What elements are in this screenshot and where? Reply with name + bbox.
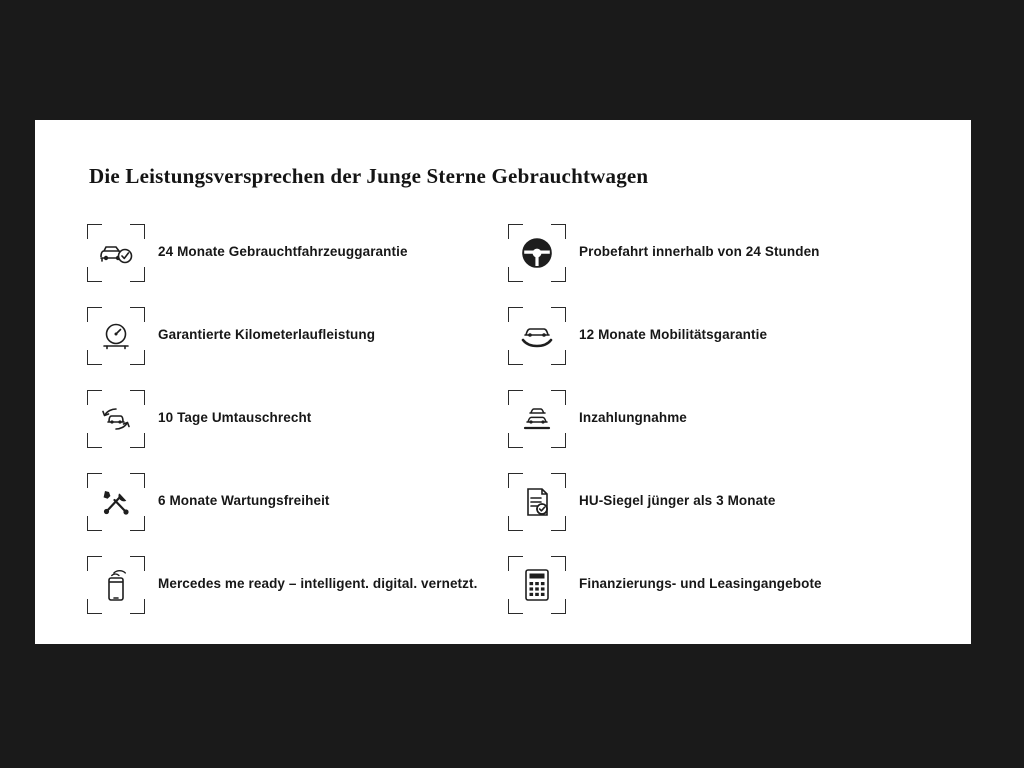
- car-check-icon: [87, 224, 145, 282]
- benefit-item: [508, 460, 919, 543]
- benefit-label: HU-Siegel jünger als 3 Monate: [579, 493, 776, 509]
- benefit-label: 24 Monate Gebrauchtfahrzeuggarantie: [158, 244, 408, 260]
- benefit-label: 12 Monate Mobilitätsgarantie: [579, 327, 768, 343]
- tools-icon: [87, 473, 145, 531]
- benefit-label: Probefahrt innerhalb von 24 Stunden: [579, 244, 820, 260]
- document-seal-icon: [508, 473, 566, 531]
- calculator-icon: [508, 556, 566, 614]
- page-title: Die Leistungsversprechen der Junge Sterne Gebrauchtwagen: [89, 164, 649, 188]
- smartphone-wifi-icon: [87, 556, 145, 614]
- steering-wheel-icon: [508, 224, 566, 282]
- benefit-label: Garantierte Kilometerlaufleistung: [158, 327, 376, 343]
- benefit-item: [87, 460, 498, 543]
- benefit-item: [87, 543, 498, 626]
- benefit-label: 6 Monate Wartungsfreiheit: [158, 493, 330, 509]
- benefit-label: Finanzierungs- und Leasingangebote: [579, 576, 822, 592]
- benefit-item: [87, 211, 498, 294]
- car-exchange-icon: [87, 390, 145, 448]
- speedometer-icon: [87, 307, 145, 365]
- benefit-item: [87, 294, 498, 377]
- benefit-item: [508, 211, 919, 294]
- benefits-grid: [87, 211, 919, 626]
- benefit-item: [87, 377, 498, 460]
- benefit-item: [508, 294, 919, 377]
- benefits-card: [35, 120, 971, 644]
- car-hands-icon: [508, 307, 566, 365]
- benefit-item: [508, 543, 919, 626]
- car-stacked-icon: [508, 390, 566, 448]
- benefit-item: [508, 377, 919, 460]
- benefit-label: 10 Tage Umtauschrecht: [158, 410, 312, 426]
- benefit-label: Mercedes me ready – intelligent. digital. vernetzt.: [158, 576, 478, 592]
- benefit-label: Inzahlungnahme: [579, 410, 687, 426]
